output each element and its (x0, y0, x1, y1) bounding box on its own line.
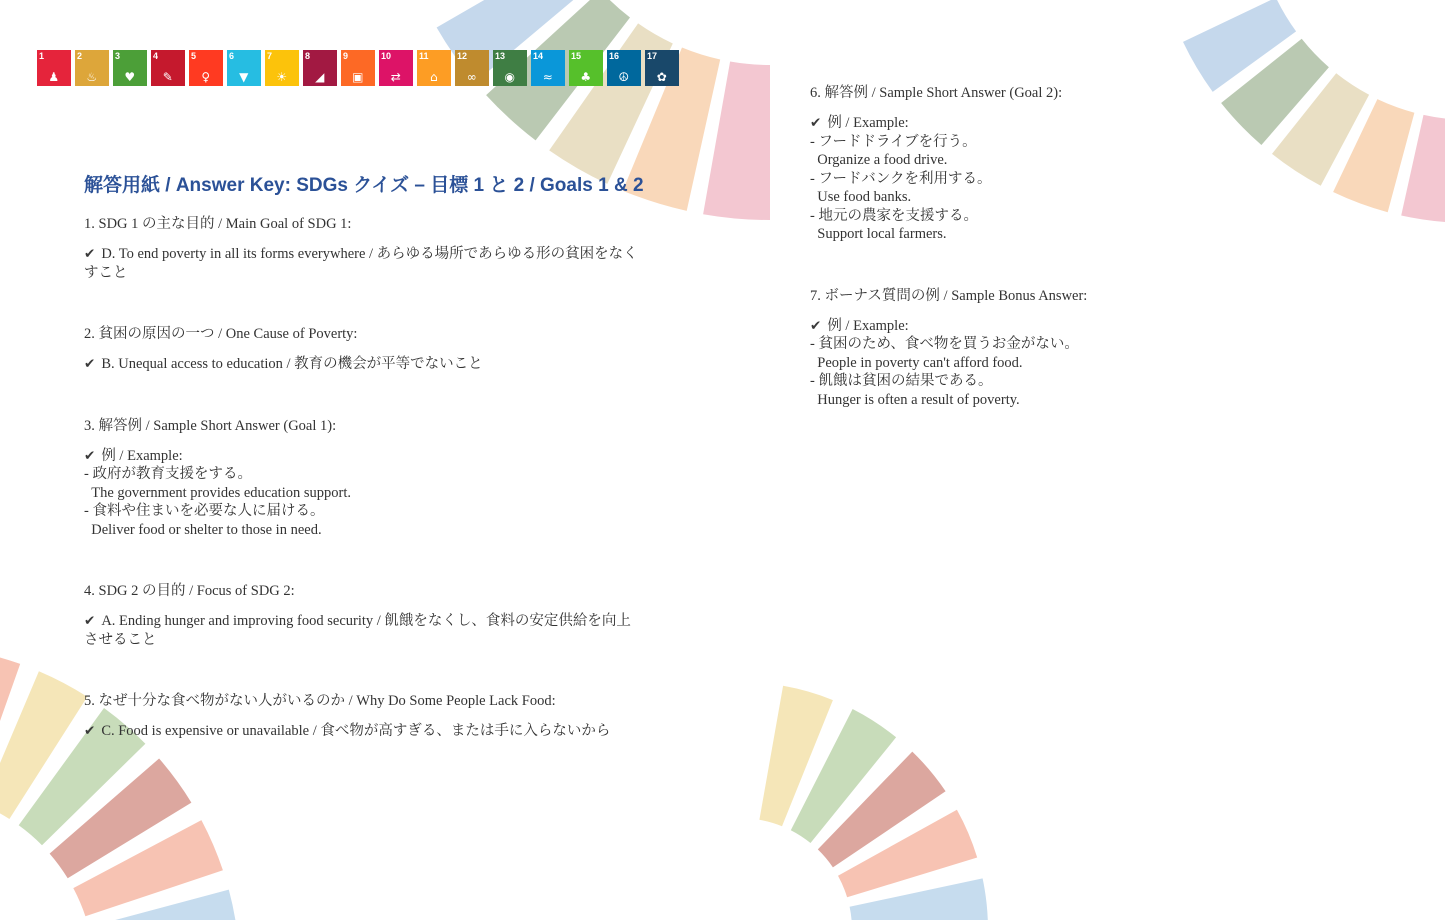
answer-block (84, 722, 640, 741)
answer-line (84, 484, 640, 503)
sdg-goal-2-tile (75, 50, 109, 86)
answers-column-left (84, 215, 640, 741)
sdg-goal-number: 8 (305, 51, 311, 61)
question-heading: 2. 貧困の原因の一つ / One Cause of Poverty: (84, 326, 358, 342)
sdg-goal-6-icon: ▼ (239, 70, 249, 84)
question-block (84, 215, 640, 282)
answer-block (84, 355, 640, 374)
sdg-goal-15-tile (569, 50, 603, 86)
sdg-goal-number: 1 (39, 51, 45, 61)
sdg-goal-10-tile (379, 50, 413, 86)
checkmark-icon: ✔ (84, 356, 96, 372)
answer-line (84, 521, 640, 540)
question-block (84, 325, 640, 374)
answer-line (84, 447, 640, 466)
answer-text: - フードドライブを行う。 (810, 133, 977, 150)
sdg-goal-number: 12 (457, 51, 468, 61)
checkmark-icon: ✔ (84, 723, 96, 739)
sdg-goal-9-icon: ▣ (352, 70, 364, 84)
answer-text: Deliver food or shelter to those in need. (84, 521, 322, 538)
sdg-goal-number: 16 (609, 51, 620, 61)
answer-line (810, 391, 1240, 410)
checkmark-icon: ✔ (84, 447, 96, 464)
sdg-goal-11-icon: ⌂ (429, 70, 438, 84)
answer-line (84, 722, 640, 741)
answer-text: - 食料や住まいを必要な人に届ける。 (84, 503, 325, 519)
question-heading: 6. 解答例 / Sample Short Answer (Goal 2): (810, 85, 1063, 101)
sdg-goal-number: 7 (267, 51, 273, 61)
sdg-goal-5-icon: ♀ (201, 70, 211, 84)
sdg-goal-number: 9 (343, 51, 349, 61)
sdg-goal-4-icon: ✎ (162, 70, 173, 84)
sdg-goal-2-icon: ♨ (86, 70, 98, 84)
answer-line (810, 335, 1240, 354)
sdg-goal-12-icon: ∞ (466, 70, 477, 84)
page-title: 解答用紙 / Answer Key: SDGs クイズ – 目標 1 と 2 / Goals 1 & 2 (84, 174, 644, 196)
answer-text: - 飢餓は貧困の結果である。 (810, 373, 993, 389)
sdg-goal-number: 6 (229, 51, 235, 61)
answer-line (810, 225, 1240, 244)
answer-line (84, 465, 640, 484)
answer-line (810, 207, 1240, 226)
answer-line (810, 372, 1240, 391)
answer-line (810, 133, 1240, 152)
sdg-goal-number: 15 (571, 51, 582, 61)
answer-block (810, 317, 1240, 410)
answer-text: People in poverty can't afford food. (810, 354, 1023, 371)
answer-line (810, 170, 1240, 189)
answer-text: - フードバンクを利用する。 (810, 170, 992, 187)
sdg-goal-number: 10 (381, 51, 392, 61)
question-heading: 3. 解答例 / Sample Short Answer (Goal 1): (84, 417, 337, 434)
sdg-goal-9-tile (341, 50, 375, 86)
answer-text: Use food banks. (810, 189, 912, 205)
sdg-goal-1-icon: ♟ (48, 70, 60, 84)
sdg-goal-3-icon: ♥ (124, 70, 136, 84)
question-heading: 4. SDG 2 の目的 / Focus of SDG 2: (84, 583, 295, 599)
answer-line (84, 355, 640, 374)
answer-text: 例 / Example: (101, 447, 183, 464)
answer-text: C. Food is expensive or unavailable / 食べ物が高すぎる、または手に入らないから (101, 723, 611, 739)
sdg-goal-8-icon: ◢ (315, 70, 325, 84)
answer-text: Support local farmers. (810, 226, 947, 242)
sdg-goal-8-tile (303, 50, 337, 86)
answer-text: A. Ending hunger and improving food security / 飢餓をなくし、食料の安定供給を向上させること (84, 613, 631, 648)
answer-line (810, 317, 1240, 336)
sdg-goal-13-tile (493, 50, 527, 86)
answer-text: - 地元の農家を支援する。 (810, 207, 978, 224)
checkmark-icon: ✔ (84, 613, 96, 629)
checkmark-icon: ✔ (84, 246, 96, 262)
question-heading: 1. SDG 1 の主な目的 / Main Goal of SDG 1: (84, 216, 352, 232)
answer-line (810, 354, 1240, 373)
sdg-goal-number: 2 (77, 51, 83, 61)
question-heading: 7. ボーナス質問の例 / Sample Bonus Answer: (810, 287, 1088, 304)
sdg-goal-16-tile (607, 50, 641, 86)
answer-text: The government provides education support. (84, 484, 351, 501)
answer-text: - 貧困のため、食べ物を買うお金がない。 (810, 336, 1079, 352)
answer-line (810, 114, 1240, 133)
sdg-goal-1-tile (37, 50, 71, 86)
question-block (84, 582, 640, 649)
sdg-goal-13-icon: ◉ (504, 70, 515, 84)
sdg-goal-3-tile (113, 50, 147, 86)
sdg-goal-11-tile (417, 50, 451, 86)
sdg-goal-14-tile (531, 50, 565, 86)
sdg-goal-number: 3 (115, 51, 121, 61)
answer-text: D. To end poverty in all its forms everywhere / あらゆる場所であらゆる形の貧困をなくすこと (84, 246, 638, 281)
answer-text: 例 / Example: (827, 115, 909, 131)
sdg-goal-number: 17 (647, 51, 658, 61)
sdg-goal-number: 13 (495, 51, 506, 61)
answer-line (84, 245, 640, 282)
sdg-goal-17-tile (645, 50, 679, 86)
sdg-goal-16-icon: ☮ (618, 70, 630, 84)
answer-text: - 政府が教育支援をする。 (84, 466, 252, 482)
sdg-goal-17-icon: ✿ (656, 70, 667, 84)
answer-text: B. Unequal access to education / 教育の機会が平等でないこと (101, 356, 483, 372)
question-heading: 5. なぜ十分な食べ物がない人がいるのか / Why Do Some People Lack Food: (84, 693, 556, 709)
answer-block (84, 612, 640, 649)
sdg-goal-14-icon: ≈ (542, 70, 553, 84)
question-block (84, 692, 640, 741)
answer-text: Organize a food drive. (810, 152, 948, 168)
sdg-goal-5-tile (189, 50, 223, 86)
answer-line (84, 502, 640, 521)
sdg-goal-12-tile (455, 50, 489, 86)
checkmark-icon: ✔ (810, 115, 822, 131)
answer-block (84, 245, 640, 282)
answer-text: 例 / Example: (827, 317, 909, 334)
answer-text: Hunger is often a result of poverty. (810, 391, 1020, 408)
sdg-goal-15-icon: ♣ (580, 70, 592, 84)
sdg-goal-6-tile (227, 50, 261, 86)
sdg-goal-4-tile (151, 50, 185, 86)
question-block (84, 417, 640, 540)
sdg-goal-10-icon: ⇄ (390, 70, 401, 84)
answers-column-right (810, 84, 1240, 409)
answer-line (810, 151, 1240, 170)
answer-block (810, 114, 1240, 244)
checkmark-icon: ✔ (810, 317, 822, 334)
answer-line (84, 612, 640, 649)
answer-block (84, 447, 640, 540)
question-block (810, 84, 1240, 244)
sdg-goal-number: 14 (533, 51, 544, 61)
sdg-goal-number: 5 (191, 51, 197, 61)
sdg-goal-number: 4 (153, 51, 159, 61)
sdg-goal-number: 11 (419, 51, 429, 61)
sdg-goal-7-icon: ☀ (276, 70, 288, 84)
answer-line (810, 188, 1240, 207)
sdg-goal-7-tile (265, 50, 299, 86)
sdg-goals-banner (37, 50, 679, 86)
question-block (810, 287, 1240, 410)
